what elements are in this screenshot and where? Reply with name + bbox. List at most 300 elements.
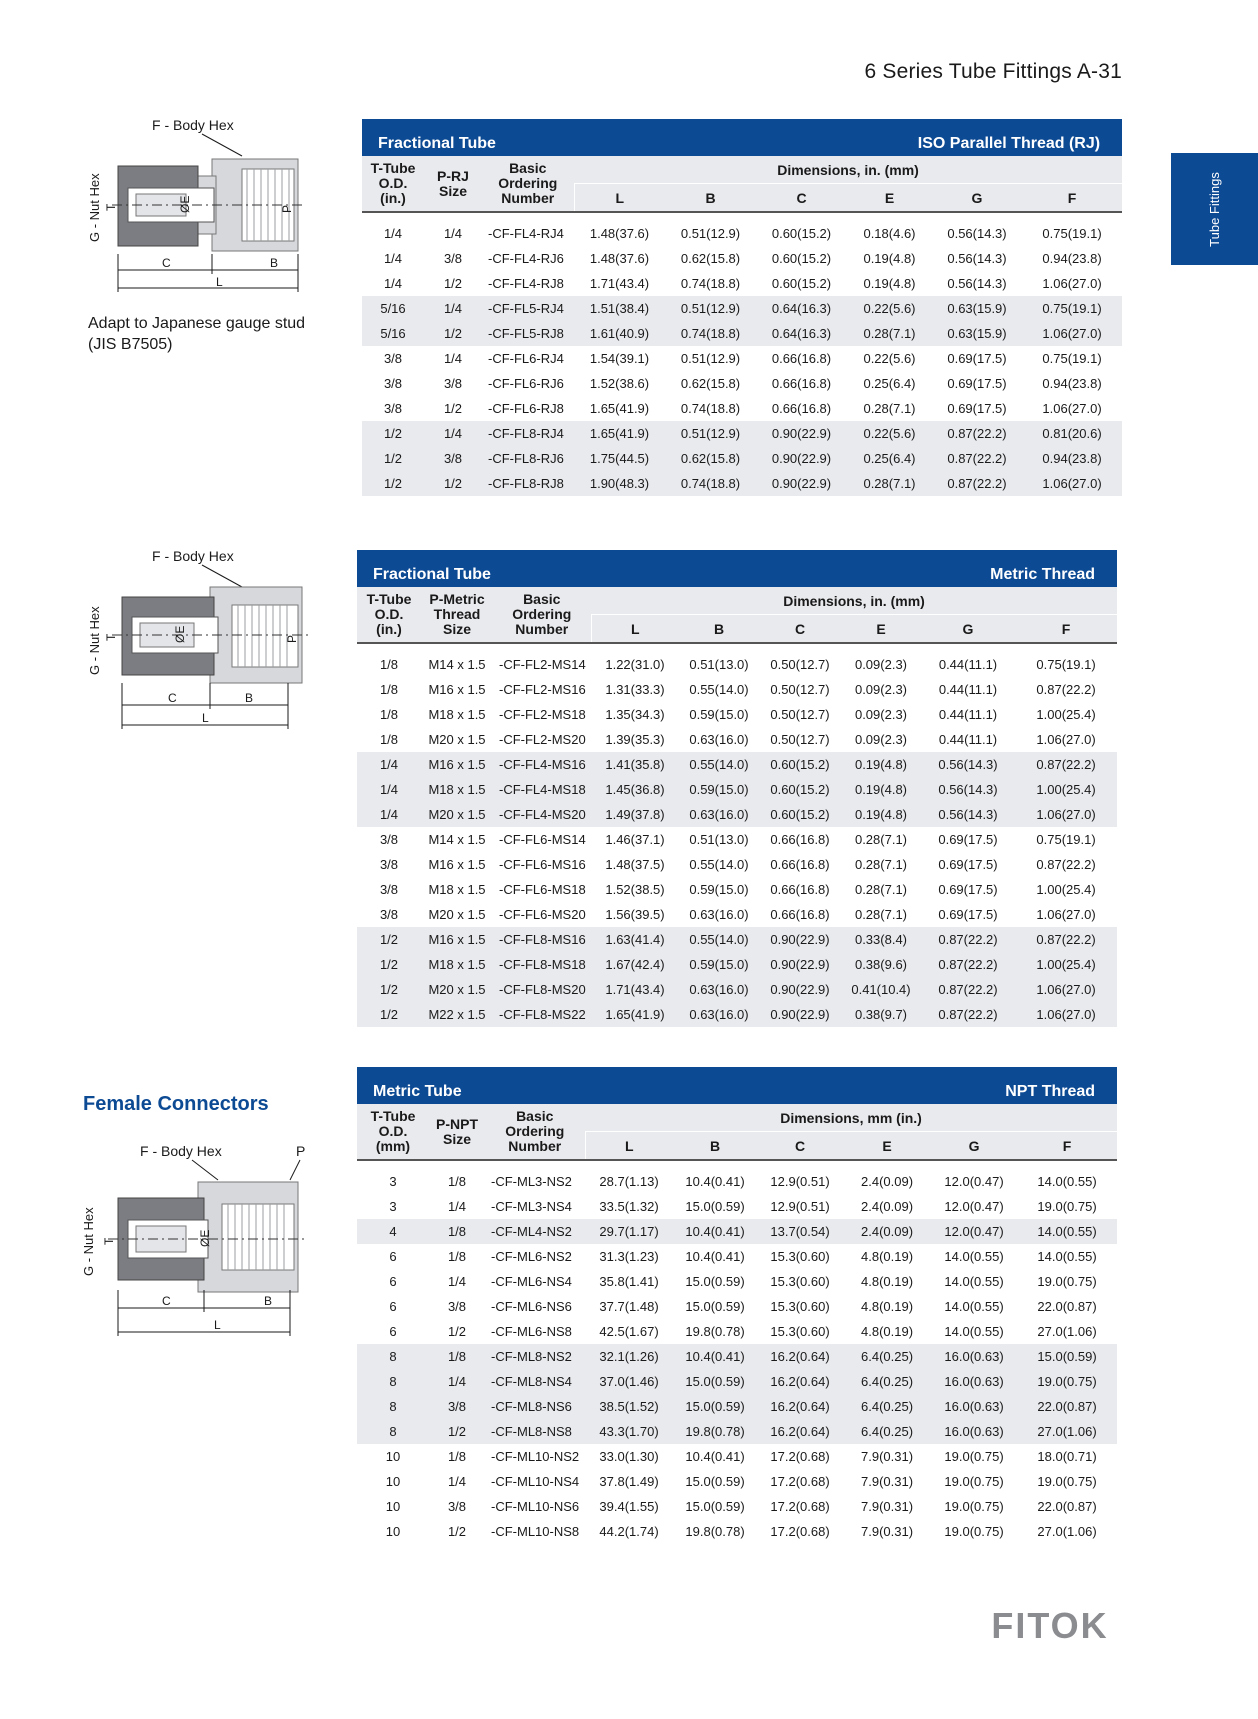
label-p: P xyxy=(285,634,299,643)
fitting-diagram-npt-drawing xyxy=(78,1140,310,1340)
table-cell: 1.06(27.0) xyxy=(1015,977,1117,1002)
table-cell: 0.19(4.8) xyxy=(841,752,921,777)
col-ordering-number: Basic Ordering Number xyxy=(485,1104,585,1160)
col-tube-od: T-Tube O.D. (in.) xyxy=(357,587,421,643)
table-cell: 0.28(7.1) xyxy=(854,907,908,922)
table-cell: 0.81(20.6) xyxy=(1022,421,1122,446)
table-cell: 4 xyxy=(357,1219,429,1244)
table-row xyxy=(357,952,1117,977)
table-cell: 3 xyxy=(389,1174,397,1189)
table-cell: 42.5(1.67) xyxy=(599,1324,659,1339)
table-cell: 0.63(16.0) xyxy=(679,1002,759,1027)
table-cell: 0.56(14.3) xyxy=(921,802,1015,827)
table-cell: 19.0(0.75) xyxy=(944,1474,1004,1489)
table-cell: -CF-FL4-RJ6 xyxy=(488,251,564,266)
table-cell: 1/8 xyxy=(379,657,399,672)
table-cell: 5/16 xyxy=(362,296,424,321)
table-cell: -CF-ML4-NS2 xyxy=(485,1219,585,1244)
table-cell: 0.64(16.3) xyxy=(756,296,847,321)
table-cell: -CF-FL8-MS22 xyxy=(493,1002,591,1027)
table-cell: 0.55(14.0) xyxy=(689,857,749,872)
table-cell: 0.87(22.2) xyxy=(921,952,1015,977)
table-cell: 12.9(0.51) xyxy=(770,1199,830,1214)
table-cell: M20 x 1.5 xyxy=(421,977,493,1002)
table-cell: 0.19(4.8) xyxy=(841,802,921,827)
table-title-right: ISO Parallel Thread (RJ) xyxy=(665,119,1122,156)
table-cell: 1.06(27.0) xyxy=(1036,907,1096,922)
table-cell: 1/8 xyxy=(429,1344,485,1369)
col-thread-size: P-NPT Size xyxy=(429,1104,485,1160)
table-cell: -CF-ML10-NS8 xyxy=(491,1524,580,1539)
table-cell: 10 xyxy=(385,1449,401,1464)
table-cell: 1.00(25.4) xyxy=(1015,777,1117,802)
table-cell: 27.0(1.06) xyxy=(1037,1524,1097,1539)
table-cell: M20 x 1.5 xyxy=(428,732,486,747)
table-cell: 15.3(0.60) xyxy=(770,1299,830,1314)
table-cell: 1/4 xyxy=(424,296,482,321)
table-cell: 0.69(17.5) xyxy=(947,376,1007,391)
table-cell: 16.2(0.64) xyxy=(757,1419,843,1444)
table-cell: -CF-ML10-NS4 xyxy=(491,1474,580,1489)
table-cell: 0.28(7.1) xyxy=(854,882,908,897)
col-f: F xyxy=(1015,615,1117,644)
table-cell: 37.8(1.49) xyxy=(599,1474,659,1489)
table-cell: 3/8 xyxy=(443,376,463,391)
table-cell: 0.69(17.5) xyxy=(947,401,1007,416)
table-cell: 0.59(15.0) xyxy=(679,777,759,802)
table-cell: 3/8 xyxy=(379,907,399,922)
fitting-diagram-rj xyxy=(82,114,314,294)
spec-table-rj xyxy=(362,119,1122,496)
table-cell: 0.90(22.9) xyxy=(756,471,847,496)
table-cell: 0.60(15.2) xyxy=(771,276,832,291)
table-cell: 6.4(0.25) xyxy=(843,1344,931,1369)
label-b: B xyxy=(245,691,254,705)
table-cell: 1.71(43.4) xyxy=(591,977,679,1002)
col-tube-od: T-Tube O.D. (mm) xyxy=(357,1104,429,1160)
table-row xyxy=(357,1294,1117,1319)
table-cell: 22.0(0.87) xyxy=(1037,1499,1097,1514)
table-cell: 4.8(0.19) xyxy=(861,1299,914,1314)
table-cell: 1.39(35.3) xyxy=(605,732,665,747)
table-cell: 7.9(0.31) xyxy=(861,1474,914,1489)
table-cell: 0.51(12.9) xyxy=(665,296,756,321)
table-cell: 0.66(16.8) xyxy=(770,882,830,897)
table-title-left: Fractional Tube xyxy=(362,119,665,156)
table-cell: 8 xyxy=(357,1419,429,1444)
label-l: L xyxy=(216,275,223,289)
table-cell: 0.44(11.1) xyxy=(938,732,998,747)
fitok-logo xyxy=(978,1608,1122,1642)
table-cell: 1/8 xyxy=(379,732,399,747)
table-cell: 1.45(36.8) xyxy=(591,777,679,802)
table-cell: 0.09(2.3) xyxy=(854,657,908,672)
table-row xyxy=(357,1002,1117,1027)
table-cell: 14.0(0.55) xyxy=(944,1299,1004,1314)
col-thread-size: P-RJ Size xyxy=(424,156,482,212)
label-c: C xyxy=(168,691,177,705)
table-cell: 15.0(0.59) xyxy=(673,1369,757,1394)
table-cell: M18 x 1.5 xyxy=(421,952,493,977)
table-cell: -CF-FL8-RJ6 xyxy=(482,446,574,471)
table-cell: 0.75(19.1) xyxy=(1042,351,1102,366)
table-cell: 15.3(0.60) xyxy=(770,1274,830,1289)
table-row xyxy=(357,927,1117,952)
table-cell: -CF-FL4-RJ4 xyxy=(488,226,564,241)
col-g: G xyxy=(931,1132,1017,1161)
table-cell: 0.63(15.9) xyxy=(932,321,1022,346)
table-row xyxy=(357,877,1117,902)
table-row xyxy=(362,296,1122,321)
table-row xyxy=(357,1444,1117,1469)
table-cell: 0.51(12.9) xyxy=(680,351,741,366)
table-cell: 0.56(14.3) xyxy=(947,226,1007,241)
page-header: 6 Series Tube Fittings A-31 xyxy=(864,60,1122,83)
table-row xyxy=(357,677,1117,702)
table-cell: -CF-FL6-MS16 xyxy=(499,857,586,872)
table-cell: 0.44(11.1) xyxy=(938,657,998,672)
table-cell: 0.50(12.7) xyxy=(770,732,830,747)
table-cell: 1/8 xyxy=(379,682,399,697)
table-title-right: NPT Thread xyxy=(673,1067,1117,1104)
table-cell: 16.2(0.64) xyxy=(757,1394,843,1419)
table-cell: 0.51(13.0) xyxy=(689,832,749,847)
table-cell: 14.0(0.55) xyxy=(944,1324,1004,1339)
table-cell: -CF-FL2-MS20 xyxy=(499,732,586,747)
table-cell: 0.74(18.8) xyxy=(680,401,741,416)
table-cell: 0.56(14.3) xyxy=(921,752,1015,777)
table-row xyxy=(357,1319,1117,1344)
table-cell: -CF-FL8-MS20 xyxy=(493,977,591,1002)
table-cell: 0.75(19.1) xyxy=(1022,296,1122,321)
side-tab-tube-fittings[interactable] xyxy=(1171,153,1258,265)
table-cell: -CF-FL8-RJ8 xyxy=(482,471,574,496)
table-cell: 0.55(14.0) xyxy=(689,682,749,697)
table-cell: 0.87(22.2) xyxy=(932,421,1022,446)
label-t: T xyxy=(104,633,118,641)
table-cell: 4.8(0.19) xyxy=(861,1249,914,1264)
label-body-hex: F - Body Hex xyxy=(152,117,234,133)
table-cell: 1/2 xyxy=(429,1419,485,1444)
table-cell: 0.56(14.3) xyxy=(921,777,1015,802)
table-cell: 1/4 xyxy=(383,276,403,291)
table-cell: 0.75(19.1) xyxy=(1042,226,1102,241)
table-cell: 17.2(0.68) xyxy=(770,1449,830,1464)
table-cell: 19.0(0.75) xyxy=(944,1499,1004,1514)
table-cell: 1/8 xyxy=(429,1219,485,1244)
table-cell: 7.9(0.31) xyxy=(861,1449,914,1464)
table-cell: 0.19(4.8) xyxy=(863,251,916,266)
table-cell: 1/2 xyxy=(362,446,424,471)
table-cell: -CF-FL4-MS20 xyxy=(493,802,591,827)
table-cell: 1.06(27.0) xyxy=(1036,732,1096,747)
table-cell: 14.0(0.55) xyxy=(1037,1174,1097,1189)
table-cell: 1.61(40.9) xyxy=(574,321,665,346)
table-cell: 3/8 xyxy=(443,251,463,266)
table-cell: 37.0(1.46) xyxy=(585,1369,673,1394)
table-cell: 0.90(22.9) xyxy=(756,421,847,446)
table-cell: 1.00(25.4) xyxy=(1036,707,1096,722)
table-cell: 1/2 xyxy=(447,1324,467,1339)
table-cell: M14 x 1.5 xyxy=(428,657,486,672)
table-cell: 6.4(0.25) xyxy=(843,1369,931,1394)
table-cell: 28.7(1.13) xyxy=(599,1174,659,1189)
table-cell: 14.0(0.55) xyxy=(1017,1219,1117,1244)
table-cell: M18 x 1.5 xyxy=(421,777,493,802)
table-cell: 19.8(0.78) xyxy=(685,1324,745,1339)
table-cell: 0.94(23.8) xyxy=(1042,251,1102,266)
table-cell: 43.3(1.70) xyxy=(585,1419,673,1444)
table-cell: 0.66(16.8) xyxy=(770,832,830,847)
table-cell: 0.22(5.6) xyxy=(847,296,932,321)
table-cell: 0.66(16.8) xyxy=(770,907,830,922)
col-g: G xyxy=(921,615,1015,644)
table-cell: 6.4(0.25) xyxy=(843,1419,931,1444)
table-cell: 0.28(7.1) xyxy=(847,321,932,346)
table-cell: -CF-FL2-MS16 xyxy=(499,682,586,697)
table-cell: 0.66(16.8) xyxy=(771,376,832,391)
table-cell: 1.06(27.0) xyxy=(1042,276,1102,291)
table-cell: 0.62(15.8) xyxy=(665,446,756,471)
table-cell: 0.28(7.1) xyxy=(847,471,932,496)
table-cell: -CF-FL8-RJ4 xyxy=(482,421,574,446)
table-cell: 1.06(27.0) xyxy=(1015,802,1117,827)
label-e: ØE xyxy=(198,1229,212,1247)
table-cell: 1.06(27.0) xyxy=(1022,471,1122,496)
table-cell: 15.0(0.59) xyxy=(1017,1344,1117,1369)
table-cell: 0.38(9.6) xyxy=(841,952,921,977)
table-cell: 33.5(1.32) xyxy=(599,1199,659,1214)
table-row xyxy=(362,421,1122,446)
table-cell: 0.38(9.7) xyxy=(841,1002,921,1027)
table-cell: M16 x 1.5 xyxy=(421,927,493,952)
table-cell: 0.60(15.2) xyxy=(771,226,832,241)
table-cell: 17.2(0.68) xyxy=(770,1474,830,1489)
table-cell: -CF-ML10-NS2 xyxy=(491,1449,580,1464)
col-dimensions: Dimensions, mm (in.) xyxy=(585,1104,1117,1132)
table-cell: 0.69(17.5) xyxy=(938,857,998,872)
fitting-diagram-rj-drawing xyxy=(82,114,314,294)
table-cell: 1/4 xyxy=(447,1274,467,1289)
table-cell: 6 xyxy=(389,1274,397,1289)
table-cell: -CF-FL4-MS18 xyxy=(493,777,591,802)
table-cell: 16.0(0.63) xyxy=(931,1394,1017,1419)
col-e: E xyxy=(847,184,932,213)
table-cell: 1/2 xyxy=(357,1002,421,1027)
table-cell: 1.65(41.9) xyxy=(589,401,650,416)
table-cell: 1.49(37.8) xyxy=(591,802,679,827)
table-cell: 0.90(22.9) xyxy=(759,952,841,977)
table-cell: 12.0(0.47) xyxy=(944,1174,1004,1189)
table-cell: 16.2(0.64) xyxy=(757,1369,843,1394)
table-row xyxy=(357,702,1117,727)
table-cell: 0.74(18.8) xyxy=(665,471,756,496)
table-cell: -CF-FL8-MS16 xyxy=(493,927,591,952)
label-b: B xyxy=(270,256,279,270)
table-cell: 3/8 xyxy=(379,857,399,872)
table-cell: M16 x 1.5 xyxy=(428,857,486,872)
table-cell: 0.75(19.1) xyxy=(1036,657,1096,672)
label-body-hex: F - Body Hex xyxy=(152,548,234,564)
table-row xyxy=(357,827,1117,852)
table-cell: -CF-ML8-NS2 xyxy=(485,1344,585,1369)
table-cell: 15.3(0.60) xyxy=(770,1249,830,1264)
table-row xyxy=(357,777,1117,802)
table-cell: 16.0(0.63) xyxy=(931,1419,1017,1444)
table-cell: 10.4(0.41) xyxy=(685,1174,745,1189)
label-p: P xyxy=(280,204,294,213)
table-cell: 1/4 xyxy=(424,421,482,446)
table-cell: 0.22(5.6) xyxy=(847,421,932,446)
table-row xyxy=(357,1219,1117,1244)
table-cell: 15.0(0.59) xyxy=(685,1299,745,1314)
table-cell: 15.0(0.59) xyxy=(685,1199,745,1214)
table-cell: 22.0(0.87) xyxy=(1037,1299,1097,1314)
table-cell: 0.87(22.2) xyxy=(1036,857,1096,872)
table-cell: 0.25(6.4) xyxy=(847,446,932,471)
table-cell: 0.28(7.1) xyxy=(854,857,908,872)
table-cell: 1.06(27.0) xyxy=(1015,1002,1117,1027)
table-cell: 12.9(0.51) xyxy=(770,1174,830,1189)
col-e: E xyxy=(841,615,921,644)
table-cell: 1/4 xyxy=(383,226,403,241)
table-cell: 0.59(15.0) xyxy=(689,882,749,897)
label-e: ØE xyxy=(178,195,192,213)
table-cell: 0.66(16.8) xyxy=(770,857,830,872)
table-row xyxy=(357,1169,1117,1194)
table-cell: 1.52(38.6) xyxy=(589,376,650,391)
table-cell: 14.0(0.55) xyxy=(1037,1249,1097,1264)
table-row xyxy=(357,977,1117,1002)
table-cell: 2.4(0.09) xyxy=(861,1174,914,1189)
table-cell: 0.74(18.8) xyxy=(680,276,741,291)
table-cell: 3/8 xyxy=(379,882,399,897)
table-cell: 6.4(0.25) xyxy=(843,1394,931,1419)
table-row xyxy=(362,446,1122,471)
table-cell: 0.87(22.2) xyxy=(921,927,1015,952)
table-cell: 27.0(1.06) xyxy=(1037,1324,1097,1339)
label-nut-hex: G - Nut Hex xyxy=(87,173,102,242)
fitting-diagram-metric-drawing xyxy=(82,545,314,735)
table-cell: 0.28(7.1) xyxy=(854,832,908,847)
table-cell: 1/4 xyxy=(383,251,403,266)
label-t: T xyxy=(104,203,118,211)
table-cell: 1.56(39.5) xyxy=(605,907,665,922)
table-cell: 0.50(12.7) xyxy=(770,707,830,722)
table-cell: -CF-FL6-MS18 xyxy=(499,882,586,897)
table-cell: M16 x 1.5 xyxy=(421,752,493,777)
table-cell: 39.4(1.55) xyxy=(599,1499,659,1514)
table-cell: M20 x 1.5 xyxy=(421,802,493,827)
table-cell: 7.9(0.31) xyxy=(861,1524,914,1539)
table-row xyxy=(362,396,1122,421)
table-cell: 1/2 xyxy=(362,421,424,446)
table-cell: 33.0(1.30) xyxy=(599,1449,659,1464)
table-cell: 1/8 xyxy=(447,1174,467,1189)
col-b: B xyxy=(665,184,756,213)
table-cell: 0.63(16.0) xyxy=(689,907,749,922)
table-cell: 1.67(42.4) xyxy=(591,952,679,977)
fitting-diagram-npt xyxy=(78,1140,310,1340)
label-c: C xyxy=(162,1294,171,1308)
table-cell: 1/2 xyxy=(424,471,482,496)
table-cell: 31.3(1.23) xyxy=(599,1249,659,1264)
table-cell: 0.74(18.8) xyxy=(665,321,756,346)
table-cell: -CF-ML6-NS8 xyxy=(491,1324,572,1339)
col-ordering-number: Basic Ordering Number xyxy=(482,156,574,212)
table-cell: 1/8 xyxy=(447,1449,467,1464)
table-cell: 1/4 xyxy=(443,351,463,366)
table-cell: 0.56(14.3) xyxy=(947,276,1007,291)
table-cell: 0.51(12.9) xyxy=(665,421,756,446)
table-cell: 1.22(31.0) xyxy=(605,657,665,672)
table-cell: 0.75(19.1) xyxy=(1036,832,1096,847)
table-cell: 15.0(0.59) xyxy=(685,1499,745,1514)
table-cell: 0.60(15.2) xyxy=(759,802,841,827)
table-cell: M14 x 1.5 xyxy=(428,832,486,847)
table-cell: 1.41(35.8) xyxy=(591,752,679,777)
table-cell: 0.25(6.4) xyxy=(863,376,916,391)
col-c: C xyxy=(757,1132,843,1161)
table-cell: 8 xyxy=(357,1369,429,1394)
table-cell: 0.69(17.5) xyxy=(947,351,1007,366)
table-row xyxy=(362,246,1122,271)
table-row xyxy=(357,802,1117,827)
table-cell: 32.1(1.26) xyxy=(585,1344,673,1369)
table-cell: 3/8 xyxy=(383,351,403,366)
table-cell: 7.9(0.31) xyxy=(861,1499,914,1514)
table-cell: 0.66(16.8) xyxy=(771,401,832,416)
label-nut-hex: G - Nut Hex xyxy=(81,1207,96,1276)
col-dimensions: Dimensions, in. (mm) xyxy=(574,156,1122,184)
table-cell: 27.0(1.06) xyxy=(1017,1419,1117,1444)
table-cell: 0.60(15.2) xyxy=(771,251,832,266)
table-cell: 1/4 xyxy=(443,226,463,241)
table-cell: 0.87(22.2) xyxy=(1015,752,1117,777)
table-cell: -CF-ML8-NS6 xyxy=(485,1394,585,1419)
table-row xyxy=(357,1269,1117,1294)
table-cell: 0.55(14.0) xyxy=(679,752,759,777)
table-cell: 0.90(22.9) xyxy=(759,927,841,952)
table-cell: 15.0(0.59) xyxy=(685,1474,745,1489)
table-cell: 1.48(37.6) xyxy=(589,251,650,266)
table-cell: 0.90(22.9) xyxy=(756,446,847,471)
table-cell: 0.60(15.2) xyxy=(759,752,841,777)
table-cell: 19.0(0.75) xyxy=(1017,1369,1117,1394)
table-cell: -CF-FL6-MS14 xyxy=(499,832,586,847)
table-cell: 10.4(0.41) xyxy=(685,1249,745,1264)
table-cell: 1/2 xyxy=(357,977,421,1002)
table-cell: 1.52(38.5) xyxy=(605,882,665,897)
col-tube-od: T-Tube O.D. (in.) xyxy=(362,156,424,212)
table-cell: 19.8(0.78) xyxy=(673,1419,757,1444)
table-cell: 3/8 xyxy=(383,376,403,391)
table-cell: 3/8 xyxy=(447,1499,467,1514)
table-cell: -CF-FL4-RJ8 xyxy=(488,276,564,291)
table-cell: 37.7(1.48) xyxy=(599,1299,659,1314)
col-b: B xyxy=(673,1132,757,1161)
table-cell: 1/2 xyxy=(443,401,463,416)
table-cell: 1.06(27.0) xyxy=(1022,321,1122,346)
table-cell: 16.2(0.64) xyxy=(757,1344,843,1369)
table-cell: 0.87(22.2) xyxy=(921,1002,1015,1027)
col-c: C xyxy=(759,615,841,644)
section-title: Female Connectors xyxy=(83,1093,269,1115)
table-cell: 1/2 xyxy=(424,321,482,346)
table-cell: 0.87(22.2) xyxy=(932,471,1022,496)
table-cell: M20 x 1.5 xyxy=(428,907,486,922)
table-cell: 0.56(14.3) xyxy=(947,251,1007,266)
